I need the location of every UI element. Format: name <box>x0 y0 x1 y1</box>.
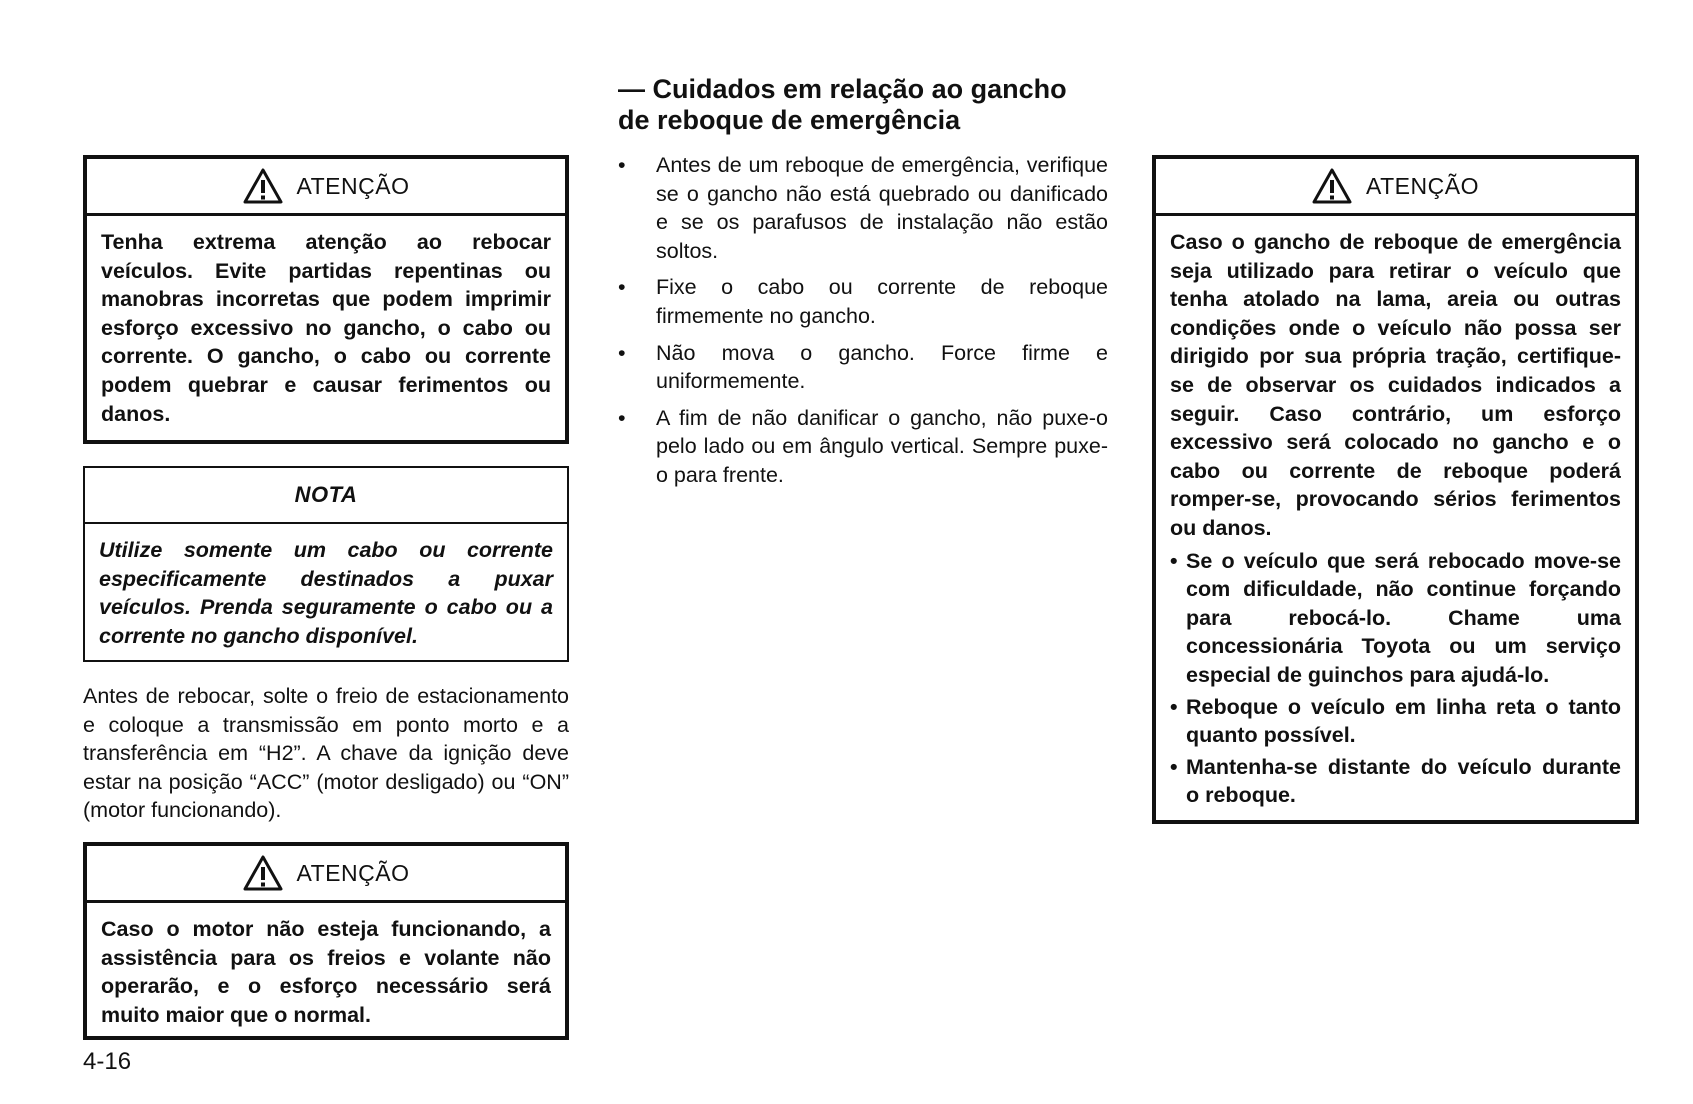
warning-label: ATENÇÃO <box>296 172 410 199</box>
warning-triangle-icon <box>243 168 283 204</box>
warning-box-header <box>87 159 565 216</box>
warning-box-header <box>87 846 565 903</box>
list-item <box>1170 693 1621 750</box>
list-item-text: Não mova o gancho. Force firme e uniformemente. <box>656 340 1108 394</box>
list-item <box>618 339 1108 396</box>
bullet: • <box>1170 754 1178 779</box>
note-box <box>83 466 569 662</box>
list-item-text: Se o veículo que será rebocado move-se com dificuldade, não continue forçando para rebocá-lo. Chame uma concessionária Toyota ou um serviço especial de guinchos para ajudá-lo. <box>1186 548 1621 687</box>
warning-triangle-icon <box>1312 168 1352 204</box>
list-item-text: Reboque o veículo em linha reta o tanto quanto possível. <box>1186 694 1621 748</box>
warning-box-header <box>1156 159 1635 216</box>
list-item <box>1170 547 1621 690</box>
page-number: 4-16 <box>83 1048 132 1075</box>
heading-line-2: de reboque de emergência <box>618 105 961 135</box>
bullet: • <box>618 405 626 430</box>
note-label: NOTA <box>294 482 358 507</box>
section-heading <box>618 74 1118 136</box>
list-item <box>1170 753 1621 810</box>
bullet-list <box>618 151 1108 498</box>
bullet: • <box>1170 548 1178 573</box>
heading-line-1: — Cuidados em relação ao gancho <box>618 74 1067 104</box>
list-item <box>618 273 1108 330</box>
list-item <box>618 151 1108 265</box>
warning-box-engine <box>83 842 569 1040</box>
warning-label: ATENÇÃO <box>296 859 410 886</box>
note-text: Utilize somente um cabo ou corrente especificamente destinados a puxar veículos. Prenda seguramente o cabo ou a corrente no gancho disponível. <box>99 538 553 648</box>
warning-text: Tenha extrema atenção ao rebocar veículos. Evite partidas repentinas ou manobras incorretas que podem imprimir esforço excessivo no gancho, o cabo ou corrente. O gancho, o cabo ou corrente podem quebrar e causar ferimentos ou danos. <box>101 230 551 426</box>
towing-paragraph: Antes de rebocar, solte o freio de estacionamento e coloque a transmissão em ponto morto e a transferência em “H2”. A chave da ignição deve estar na posição “ACC” (motor desligado) ou “ON” (motor funcionando). <box>83 684 569 823</box>
warning-triangle-icon <box>243 855 283 891</box>
bullet: • <box>618 275 626 300</box>
warning-box-towing <box>83 155 569 444</box>
list-item-text: Antes de um reboque de emergência, verifique se o gancho não está quebrado ou danificado e se os parafusos de instalação não estão soltos. <box>656 153 1108 263</box>
bullet: • <box>618 153 626 177</box>
warning-label: ATENÇÃO <box>1366 172 1479 199</box>
warning-box-emergency-hook <box>1152 155 1639 824</box>
list-item-text: A fim de não danificar o gancho, não puxe-o pelo lado ou em ângulo vertical. Sempre puxe-o para frente. <box>656 405 1108 487</box>
bullet: • <box>618 340 626 365</box>
warning-bullet-list <box>1170 547 1621 810</box>
list-item-text: Mantenha-se distante do veículo durante o reboque. <box>1186 754 1621 808</box>
list-item <box>618 404 1108 490</box>
warning-text: Caso o gancho de reboque de emergência seja utilizado para retirar o veículo que tenha atolado na lama, areia ou outras condições onde o veículo não possa ser dirigido por sua própria tração, certifique-se de observar os cuidados indicados a seguir. Caso contrário, um esforço excessivo será colocado no gancho e o cabo ou corrente de reboque poderá romper-se, provocando sérios ferimentos ou danos. <box>1170 230 1621 540</box>
warning-body <box>1156 216 1635 823</box>
note-header <box>85 468 567 524</box>
list-item-text: Fixe o cabo ou corrente de reboque firmemente no gancho. <box>656 275 1108 328</box>
warning-text: Caso o motor não esteja funcionando, a assistência para os freios e volante não operarão, e o esforço necessário será muito maior que o normal. <box>101 917 551 1027</box>
bullet: • <box>1170 694 1178 719</box>
